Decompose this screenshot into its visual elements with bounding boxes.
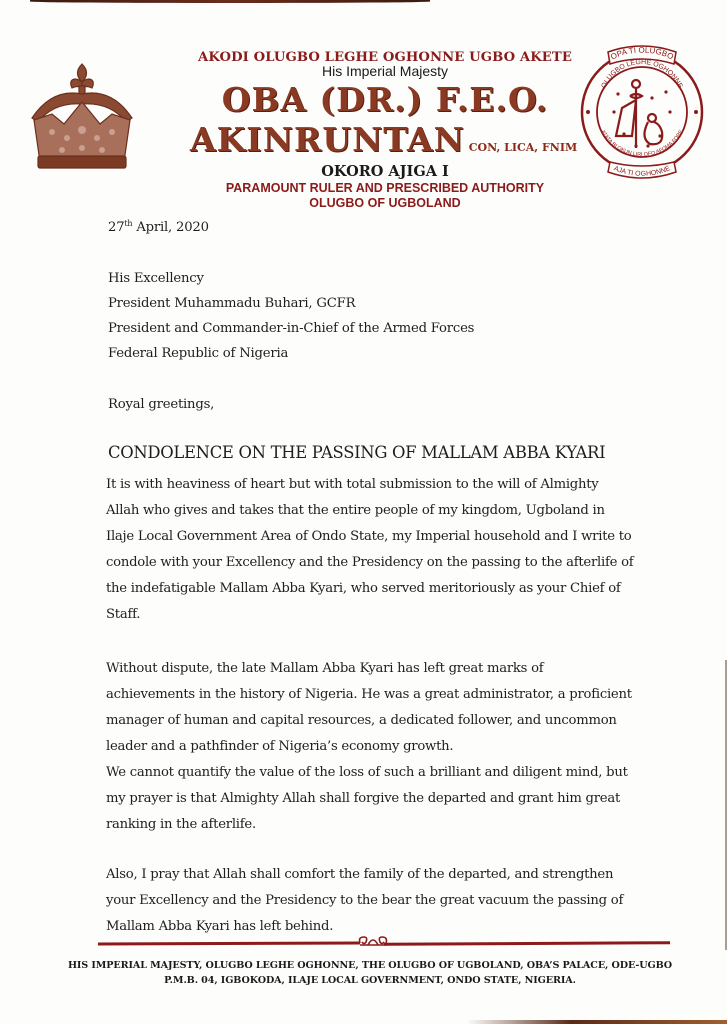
paragraph-line: Without dispute, the late Mallam Abba Kyari has left great marks of: [106, 661, 544, 676]
letterhead-okoro-title: OKORO AJIGA I: [321, 163, 449, 180]
date-day: 27: [108, 220, 125, 235]
svg-text:ATATA BI OKUN LIRI OFO AFOMA F: [599, 129, 685, 158]
date-suffix: th: [124, 219, 133, 228]
footer-address-line1: HIS IMPERIAL MAJESTY, OLUGBO LEGHE OGHONNE, THE OLUGBO OF UGBOLAND, OBA’S PALACE, ODE-UGBO: [67, 960, 673, 971]
seal-text-outer-top: OPA TI OLUGBO: [609, 45, 675, 62]
paragraph-line: my prayer is that Almighty Allah shall forgive the departed and grant him great: [106, 791, 620, 806]
paragraph-line: Also, I pray that Allah shall comfort the family of the departed, and strengthen: [106, 867, 614, 882]
crown-icon: [22, 58, 142, 174]
paragraph-2: [106, 656, 632, 838]
paragraph-line: ranking in the afterlife.: [106, 817, 256, 832]
footer-divider: [384, 941, 670, 945]
letterhead-title: AKODI OLUGBO LEGHE OGHONNE UGBO AKETE: [198, 50, 572, 65]
seal-text-outer-bottom: AJA TI OGHONNE: [612, 165, 672, 178]
scroll-ornament-icon: [356, 933, 390, 949]
page-edge-shadow: [467, 1020, 727, 1024]
footer-address-line2: P.M.B. 04, IGBOKODA, ILAJE LOCAL GOVERNMENT, ONDO STATE, NIGERIA.: [164, 975, 576, 986]
letterhead-name-line2-wrapper: [190, 120, 580, 159]
letterhead-honorific: His Imperial Majesty: [321, 63, 449, 79]
paragraph-3: [106, 862, 624, 940]
seal-text-inner-top: OLUGBO LEGHE OGHONNE: [600, 58, 684, 90]
paragraph-1: [106, 472, 634, 628]
letter-date: [108, 219, 209, 235]
paragraph-line: Staff.: [106, 607, 141, 622]
paragraph-line: your Excellency and the Presidency to the bear the great vacuum the passing of: [106, 893, 624, 908]
page-edge-shadow: [30, 0, 430, 3]
paragraph-line: Ilaje Local Government Area of Ondo State, my Imperial household and I write to: [106, 529, 632, 544]
paragraph-line: We cannot quantify the value of the loss of such a brilliant and diligent mind, but: [106, 765, 628, 780]
paragraph-line: Mallam Abba Kyari has left behind.: [106, 919, 334, 934]
letterhead-name-line1: OBA (DR.) F.E.O.: [221, 80, 549, 119]
paragraph-line: leader and a pathfinder of Nigeria’s economy growth.: [106, 739, 454, 754]
letterhead-role-line2: OLUGBO OF UGBOLAND: [309, 196, 461, 210]
letterhead-name-suffix: CON, LICA, FNIM: [468, 141, 578, 154]
date-rest: April, 2020: [132, 220, 209, 235]
paragraph-line: achievements in the history of Nigeria. He was a great administrator, a proficient: [106, 687, 632, 702]
paragraph-line: condole with your Excellency and the Presidency on the passing to the afterlife of: [106, 555, 634, 570]
footer-divider: [98, 942, 360, 946]
recipient-line: President Muhammadu Buhari, GCFR: [108, 296, 356, 311]
paragraph-line: It is with heaviness of heart but with total submission to the will of Almighty: [106, 477, 599, 492]
letter-subject: CONDOLENCE ON THE PASSING OF MALLAM ABBA KYARI: [108, 443, 606, 462]
royal-seal-icon: [578, 38, 706, 188]
paragraph-line: the indefatigable Mallam Abba Kyari, who served meritoriously as your Chief of: [106, 581, 621, 596]
paragraph-line: Allah who gives and takes that the entire people of my kingdom, Ugboland in: [106, 503, 605, 518]
seal-text-inner-bottom: ATATA BI OKUN LIRI OFO AFOMA FORE: [599, 129, 685, 159]
letterhead-role-line1: PARAMOUNT RULER AND PRESCRIBED AUTHORITY: [225, 181, 545, 195]
letterhead-name-line2: AKINRUNTAN: [190, 120, 465, 159]
recipient-line: President and Commander-in-Chief of the Armed Forces: [108, 321, 475, 336]
salutation: Royal greetings,: [108, 397, 215, 412]
paragraph-line: manager of human and capital resources, a dedicated follower, and uncommon: [106, 713, 617, 728]
recipient-line: Federal Republic of Nigeria: [108, 346, 289, 361]
recipient-line: His Excellency: [108, 271, 204, 286]
